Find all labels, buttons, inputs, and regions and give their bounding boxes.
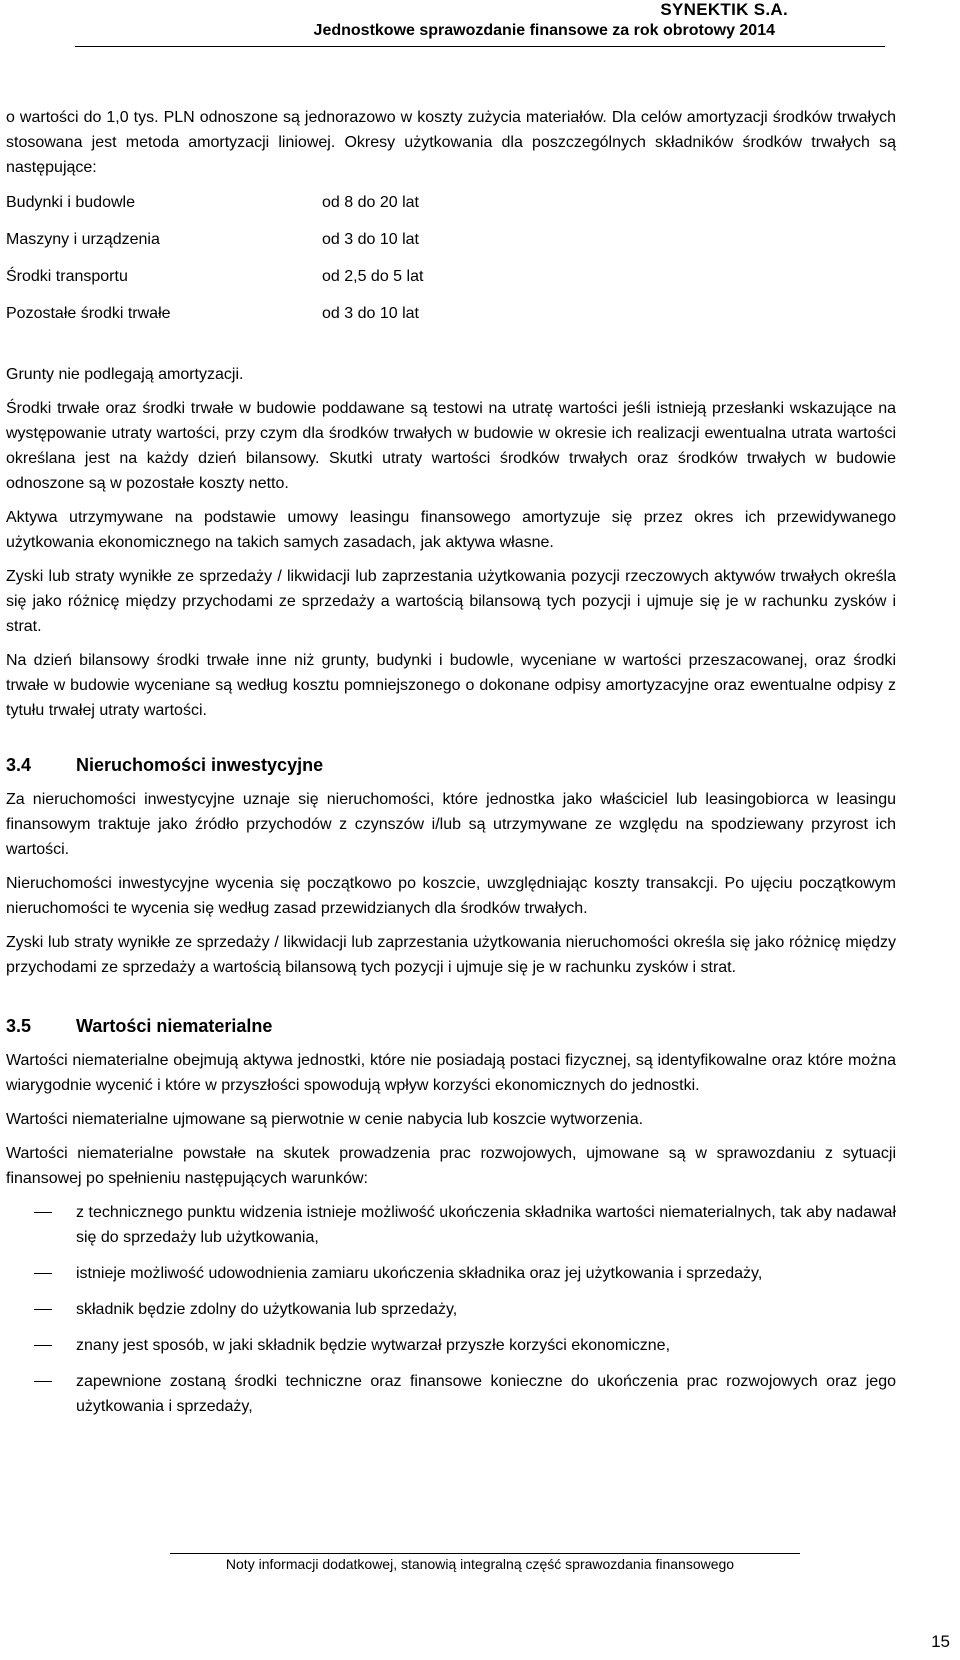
- footer-divider: [170, 1553, 800, 1554]
- depreciation-row: [6, 264, 896, 301]
- section-title: Wartości niematerialne: [76, 1016, 273, 1036]
- dash-bullet-icon: [6, 1369, 76, 1419]
- condition-text: znany jest sposób, w jaki składnik będzie wytwarzał przyszłe korzyści ekonomiczne,: [76, 1337, 671, 1354]
- investment-property-disposal: Zyski lub straty wynikłe ze sprzedaży / likwidacji lub zaprzestania użytkowania nieruchomości określa się jako różnicę między przychodami ze sprzedaży a wartością bilansową tych pozycji i ujmuje się je w rachunku zysków i strat.: [6, 934, 896, 976]
- list-item: [6, 1333, 896, 1358]
- section-heading: [6, 753, 896, 778]
- investment-property-valuation: Nieruchomości inwestycyjne wycenia się początkowo po koszcie, uwzględniając koszty transakcji. Po ujęciu początkowym nieruchomości te wycenia się według zasad przewidzianych dla środków trwałych.: [6, 875, 896, 917]
- section-heading: [6, 1014, 896, 1039]
- depreciation-row: [6, 227, 896, 264]
- useful-life: od 3 do 10 lat: [322, 231, 419, 248]
- investment-property-definition: Za nieruchomości inwestycyjne uznaje się nieruchomości, które jednostka jako właściciel lub leasingobiorca w leasingu finansowym traktuje jako źródło przychodów z czynszów i/lub są utrzymywane ze względu na spodziewany przyrost ich wartości.: [6, 791, 896, 858]
- footer-note: Noty informacji dodatkowej, stanowią integralną część sprawozdania finansowego: [225, 1556, 735, 1572]
- asset-name: Maszyny i urządzenia: [6, 231, 160, 248]
- depreciation-row: [6, 301, 896, 338]
- dash-bullet-icon: [6, 1261, 76, 1286]
- dash-bullet-icon: [6, 1297, 76, 1322]
- condition-text: składnik będzie zdolny do użytkowania lub sprzedaży,: [76, 1301, 458, 1318]
- page-number: 15: [931, 1632, 950, 1651]
- impairment-paragraph: Środki trwałe oraz środki trwałe w budowie poddawane są testowi na utratę wartości jeśli istnieją przesłanki wskazujące na występowanie utraty wartości, przy czym dla środków trwałych w budowie w okresie ich realizacji ewentualna utrata wartości określana jest na każdy dzień bilansowy. Skutki utraty wartości środków trwałych oraz środków trwałych w budowie odnoszone są w pozostałe koszty netto.: [6, 400, 896, 492]
- intangibles-initial-recognition: Wartości niematerialne ujmowane są pierwotnie w cenie nabycia lub koszcie wytworzenia.: [6, 1111, 644, 1128]
- section-number: 3.5: [6, 1016, 32, 1036]
- asset-name: Pozostałe środki trwałe: [6, 305, 171, 322]
- asset-name: Środki transportu: [6, 268, 128, 285]
- land-paragraph: Grunty nie podlegają amortyzacji.: [6, 366, 244, 383]
- useful-life: od 2,5 do 5 lat: [322, 268, 424, 285]
- list-item: [6, 1369, 896, 1419]
- header-divider: [75, 46, 885, 47]
- useful-life: od 8 do 20 lat: [322, 194, 419, 211]
- development-costs-paragraph: Wartości niematerialne powstałe na skutek prowadzenia prac rozwojowych, ujmowane są w sprawozdaniu z sytuacji finansowej po spełnieniu następujących warunków:: [6, 1145, 896, 1187]
- list-item: [6, 1261, 896, 1286]
- list-item: [6, 1297, 896, 1322]
- document-body: [6, 105, 896, 1430]
- list-item: [6, 1200, 896, 1250]
- condition-text: istnieje możliwość udowodnienia zamiaru ukończenia składnika oraz jej użytkowania i sprzedaży,: [76, 1265, 763, 1282]
- condition-text: zapewnione zostaną środki techniczne oraz finansowe konieczne do ukończenia prac rozwojowych oraz jego użytkowania i sprzedaży,: [76, 1373, 896, 1415]
- useful-life: od 3 do 10 lat: [322, 305, 419, 322]
- dash-bullet-icon: [6, 1333, 76, 1358]
- asset-name: Budynki i budowle: [6, 194, 135, 211]
- section-title: Nieruchomości inwestycyjne: [76, 755, 324, 775]
- intangibles-definition: Wartości niematerialne obejmują aktywa jednostki, które nie posiadają postaci fizycznej, są identyfikowalne oraz które można wiarygodnie wycenić i które w przyszłości spowodują wpływ korzyści ekonomicznych do jednostki.: [6, 1052, 896, 1094]
- section-number: 3.4: [6, 755, 32, 775]
- company-name: SYNEKTIK S.A.: [660, 0, 788, 19]
- dash-bullet-icon: [6, 1200, 76, 1250]
- disposal-paragraph: Zyski lub straty wynikłe ze sprzedaży / likwidacji lub zaprzestania użytkowania pozycji rzeczowych aktywów trwałych określa się jako różnicę między przychodami ze sprzedaży a wartością bilansową tych pozycji i ujmuje się je w rachunku zysków i strat.: [6, 568, 896, 635]
- condition-text: z technicznego punktu widzenia istnieje możliwość ukończenia składnika wartości niematerialnych, tak aby nadawał się do sprzedaży lub użytkowania,: [76, 1204, 896, 1246]
- depreciation-row: [6, 190, 896, 227]
- conditions-list: [6, 1200, 896, 1419]
- depreciation-table: [6, 190, 896, 338]
- report-title: Jednostkowe sprawozdanie finansowe za rok obrotowy 2014: [313, 22, 775, 39]
- intro-paragraph: o wartości do 1,0 tys. PLN odnoszone są jednorazowo w koszty zużycia materiałów. Dla celów amortyzacji środków trwałych stosowana jest metoda amortyzacji liniowej. Okresy użytkowania dla poszczególnych składników środków trwałych są następujące:: [6, 109, 896, 176]
- valuation-paragraph: Na dzień bilansowy środki trwałe inne niż grunty, budynki i budowle, wyceniane w wartości przeszacowanej, oraz środki trwałe w budowie wyceniane są według kosztu pomniejszonego o dokonane odpisy amortyzacyjne oraz ewentualne odpisy z tytułu trwałej utraty wartości.: [6, 652, 896, 719]
- leasing-paragraph: Aktywa utrzymywane na podstawie umowy leasingu finansowego amortyzuje się przez okres ich przewidywanego użytkowania ekonomicznego na takich samych zasadach, jak aktywa własne.: [6, 509, 896, 551]
